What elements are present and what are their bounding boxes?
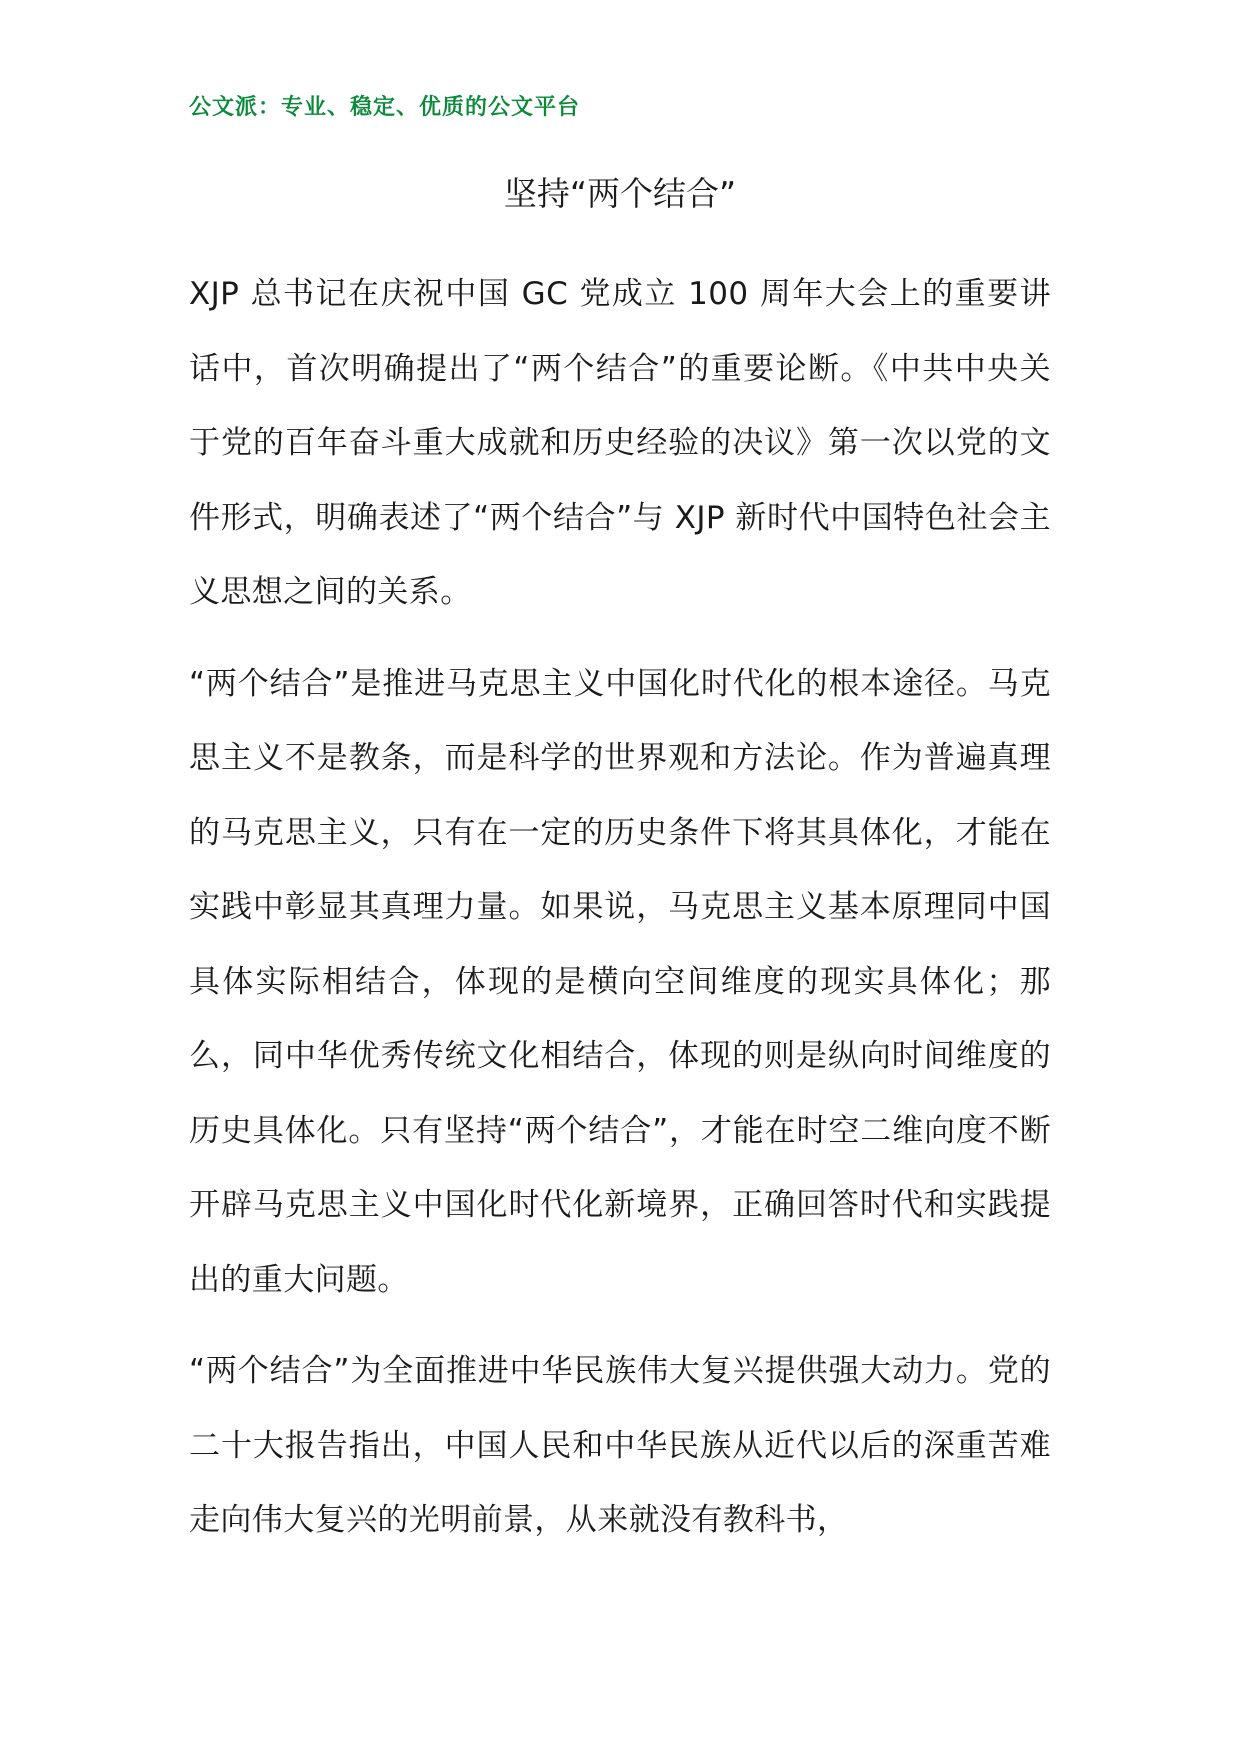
- document-body: [189, 257, 1051, 1558]
- paragraph: “两个结合”为全面推进中华民族伟大复兴提供强大动力。党的二十大报告指出，中国人民和中华民族从近代以后的深重苦难走向伟大复兴的光明前景，从来就没有教科书，: [189, 1353, 1051, 1538]
- paragraph: “两个结合”是推进马克思主义中国化时代化的根本途径。马克思主义不是教条，而是科学的世界观和方法论。作为普遍真理的马克思主义，只有在一定的历史条件下将其具体化，才能在实践中彰显其真理力量。如果说，马克思主义基本原理同中国具体实际相结合，体现的是横向空间维度的现实具体化；那么，同中华优秀传统文化相结合，体现的则是纵向时间维度的历史具体化。只有坚持“两个结合”，才能在时空二维向度不断开辟马克思主义中国化时代化新境界，正确回答时代和实践提出的重大问题。: [189, 665, 1051, 1298]
- document-title: 坚持“两个结合”: [503, 174, 737, 213]
- paragraph: XJP 总书记在庆祝中国 GC 党成立 100 周年大会上的重要讲话中，首次明确提出了“两个结合”的重要论断。《中共中央关于党的百年奋斗重大成就和历史经验的决议》第一次以党的文件形式，明确表述了“两个结合”与 XJP 新时代中国特色社会主义思想之间的关系。: [189, 276, 1051, 610]
- brand-header: 公文派：专业、稳定、优质的公文平台: [189, 94, 581, 120]
